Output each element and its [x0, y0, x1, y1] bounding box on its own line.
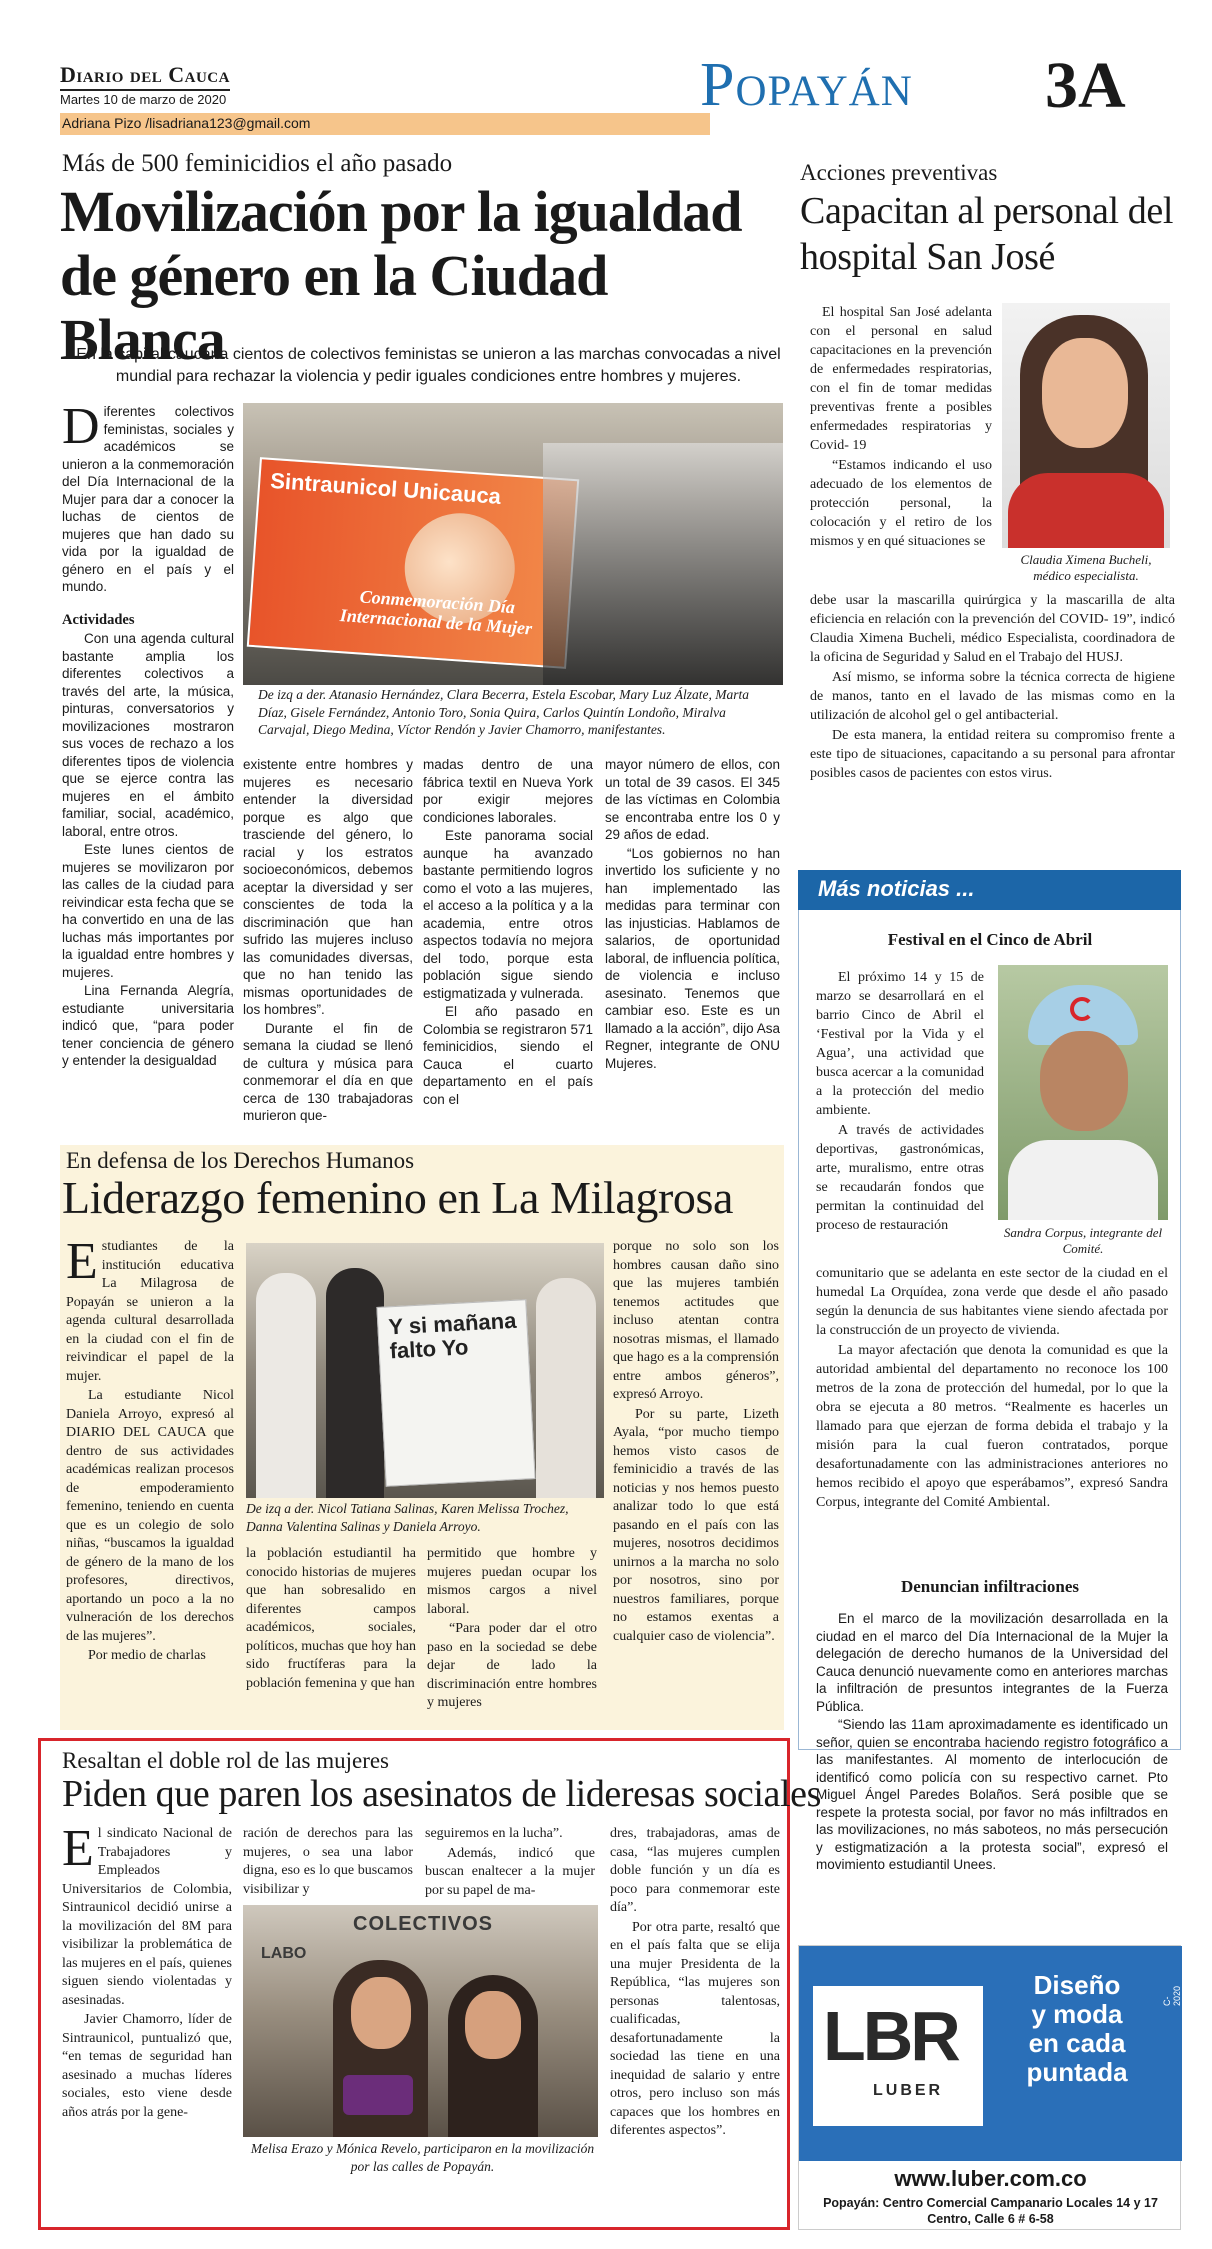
milagrosa-photo: [246, 1243, 604, 1498]
student-2: [326, 1268, 384, 1498]
ad-code: C-2020: [1162, 1985, 1182, 2006]
milagrosa-title: Liderazgo femenino en La Milagrosa: [62, 1172, 734, 1223]
mas-noticias-banner: [798, 870, 1181, 910]
lead-caption: De izq a der. Atanasio Hernández, Clara Becerra, Estela Escobar, Mary Luz Álzate, Marta Díaz, Gisele Fernández, Antonio Toro, Sonia Quira, Carlos Quintín Londoño, Miralva Carvajal, Diego Medina, Víctor Rendón y Javier Chamorro, manifestantes.: [258, 687, 749, 737]
festival-p1: El próximo 14 y 15 de marzo se desarrollará en el barrio Cinco de Abril el ‘Festival por la Vida y el Agua’, una actividad que busca acercar a la comunidad a la protección del medio ambiente.: [816, 970, 984, 1118]
hospital-kicker: Acciones preventivas: [800, 160, 998, 185]
sign-text: Y si mañana falto Yo: [387, 1307, 517, 1364]
lead-col1-p4: Lina Fernanda Alegría, estudiante universitaria indicó que, “para poder tener conciencia de género y entender la desigualdad: [62, 983, 234, 1068]
lead-col2-p1: existente entre hombres y mujeres es necesario entender la diversidad porque es algo que trasciende del género, lo racial y los estratos socioeconómicos, debemos aceptar la diversidad y ser conscientes de toda la discriminación que han sufrido las mujeres incluso las comunidades diversas, que no han tenido las mismas oportunidades de los hombres”.: [243, 757, 413, 1017]
infiltraciones-title: Denuncian infiltraciones: [900, 1577, 1080, 1596]
milagrosa-col3: [427, 1545, 597, 1713]
sandra-shirt: [1008, 1140, 1158, 1220]
ad-brand: LBR: [823, 1997, 958, 2075]
issue-date: Martes 10 de marzo de 2020: [60, 92, 227, 107]
mas-noticias-label: Más noticias ...: [818, 876, 975, 901]
photo-sign: COLECTIVOS: [353, 1913, 494, 1935]
lead-col2: [243, 756, 413, 1125]
hospital-p3: Así mismo, se informa sobre la técnica correcta de higiene de manos, tanto en el lavado de las mismas como en la utilización de alcohol gel o gel antibacterial.: [810, 670, 1175, 723]
protest-sign: [376, 1299, 535, 1487]
lead-deck: En la capital caucana cientos de colectivos feministas se unieron a las marchas convocadas a nivel mundial para rechazar la violencia y pedir iguales condiciones entre hombres y mujeres.: [76, 346, 781, 385]
lead-kicker: Más de 500 feminicidios el año pasado: [62, 150, 453, 177]
student-1: [256, 1273, 316, 1498]
purple-ribbon: [343, 2075, 413, 2115]
banner-subtitle: Conmemoración Día Internacional de la Mujer: [339, 586, 533, 639]
festival-title: Festival en el Cinco de Abril: [887, 930, 1093, 949]
milagrosa-col3-p1: permitido que hombre y mujeres puedan ocupar los mismos cargos a nivel laboral.: [427, 1546, 597, 1617]
lead-col3-p3: El año pasado en Colombia se registraron 571 feminicidios, siendo el Cauca el cuarto departamento en el país con el: [423, 1004, 593, 1107]
milagrosa-col4: [613, 1238, 779, 1646]
section-name: Popayán: [700, 51, 913, 119]
student-3: [536, 1278, 596, 1498]
milagrosa-col4-p1: porque no solo son los hombres causan daño sino que las mujeres también tenemos actitudes que incluso atentan contra nosotras mismas, el llamado que hago es a la comprensión entre ambos géneros”, expresó Arroyo.: [613, 1239, 779, 1402]
hospital-p4: De esta manera, la entidad reitera su compromiso frente a este tipo de situaciones, capacitando a su personal para afrontar posibles casos de pacientes con estos virus.: [810, 728, 1175, 781]
ad-address-1: Popayán: Centro Comercial Campanario Locales 14 y 17: [823, 2196, 1158, 2210]
lideresas-col3: [425, 1825, 595, 1900]
banner-title: Sintraunicol Unicauca: [269, 467, 502, 509]
infiltraciones-body: [816, 1610, 1168, 1874]
masthead-rule: [60, 89, 230, 91]
doctor-face: [1042, 338, 1128, 448]
lideresas-col4: [610, 1825, 780, 2141]
hospital-rest: [810, 591, 1175, 783]
festival-rest: [816, 1264, 1168, 1512]
lead-col1: Diferentes colectivos feministas, sociales y académicos se unieron a la conmemoración del Día Internacional de la Mujer para dar a conocer la luchas de cientos de mujeres que han dado su vida por la igualdad de género en el país y el mundo. Actividades Con una agenda cultural bastante amplia los diferentes colectivos a través del arte, la música, pinturas, conversatorios y movilizaciones mostraron sus voces de rechazo a los diferentes tipos de violencia que se ejerce contra las mujeres en el ámbito familiar, social, académico, laboral, entre otros. Este lunes cientos de mujeres se movilizaron por las calles de la ciudad para reivindicar esta fecha que se ha convertido en una de las luchas más importantes por la igualdad entre hombres y mujeres. Lina Fernanda Alegría, estudiante universitaria indicó que, “para poder tener conciencia de género y entender la desigualdad: [62, 398, 234, 1068]
festival-p1-block: [816, 968, 984, 1235]
ad-slogan-1: Diseño: [1033, 1970, 1121, 2000]
lead-col3: [423, 756, 593, 1108]
festival-p2b: comunitario que se adelanta en este sector de la ciudad en el humedal La Orquídea, zona verde que desde el año pasado según la denuncia de sus habitantes viene siendo afectada por la construcción de un proyecto de vivienda.: [816, 1266, 1168, 1338]
milagrosa-col1-p2: La estudiante Nicol Daniela Arroyo, expresó al DIARIO DEL CAUCA que dentro de sus actividades académicas realizan procesos de empoderamiento femenino, teniendo en cuenta que es un colegio de solo niñas, “buscamos la igualdad de género de la mano de los profesores, directivos, aportando un poco a la no vulneración de los derechos de las mujeres”.: [66, 1388, 234, 1644]
milagrosa-caption: De izq a der. Nicol Tatiana Salinas, Karen Melissa Trochez, Danna Valentina Salinas y Daniela Arroyo.: [246, 1501, 569, 1534]
ad-slogan: [997, 1971, 1157, 2087]
sandra-photo: [998, 965, 1168, 1220]
milagrosa-col2-p1: la población estudiantil ha conocido historias de mujeres que han sobresalido en diferentes campos académicos, sociales, políticos, muchas que hoy han sido fructíferas para la población femenina y que han: [246, 1546, 416, 1691]
milagrosa-col4-p2: Por su parte, Lizeth Ayala, “por mucho tiempo hemos visto casos de feminicidio a través de las noticias y nos hemos puesto analizar todo lo que está pasando en el país con las mujeres, nosotros decidimos unirnos a la marcha no solo por nosotros, sino por nuestros familiares, porque no estamos exentas a cualquier caso de violencia”.: [613, 1406, 779, 1644]
ad-slogan-3: en cada: [1028, 2028, 1126, 2058]
page-number: 3A: [1045, 49, 1126, 122]
lideresas-caption: Melisa Erazo y Mónica Revelo, participaron en la movilización por las calles de Popayán.: [250, 2141, 595, 2174]
lideresas-col2-p1: ración de derechos para las mujeres, o sea una labor digna, eso es lo que buscamos visibilizar y: [243, 1826, 413, 1897]
ad-slogan-4: puntada: [1026, 2057, 1128, 2087]
woman-1-face: [351, 1977, 411, 2049]
hospital-title: Capacitan al personal del hospital San José: [800, 190, 1174, 278]
lead-col4: [605, 756, 780, 1072]
lideresas-kicker: Resaltan el doble rol de las mujeres: [62, 1748, 390, 1773]
byline: Adriana Pizo /lisadriana123@gmail.com: [62, 115, 311, 131]
milagrosa-col2: [246, 1545, 416, 1693]
lideresas-title: Piden que paren los asesinatos de lideresas sociales: [62, 1773, 822, 1815]
ad-address-2: Centro, Calle 6 # 6-58: [927, 2212, 1054, 2226]
doctor-coat: [1008, 473, 1164, 548]
festival-p3: La mayor afectación que denota la comunidad es que la autoridad ambiental del departamento no reconoce los 100 metros de la zona de protección del humedal, por lo que la obra se ejecuta a 80 metros. “Realmente es hacerles un llamado para que ejerzan de forma debida el trabajo y la misión para la cual fueron contratados, porque desafortunadamente con las administraciones anteriores no hemos recibido el apoyo que esperábamos”, expresó Sandra Corpus, integrante del Comité Ambiental.: [816, 1343, 1168, 1510]
hospital-p2a: “Estamos indicando el uso adecuado de los elementos de protección personal, la colocación y el retiro de los mismos y en qué situaciones se: [810, 458, 992, 549]
doctor-photo: [1002, 303, 1170, 548]
lead-col1-p3: Este lunes cientos de mujeres se movilizaron por las calles de la ciudad para reivindicar esta fecha que se ha convertido en una de las luchas más importantes por la igualdad entre hombres y mujeres.: [62, 842, 234, 980]
lead-title: Movilización por la igualdad de género en la Ciudad Blanca: [60, 179, 742, 372]
lead-col1-top: iferentes colectivos feministas, sociales y académicos se unieron a la conmemoración del Día Internacional de la Mujer para dar a conocer la luchas de cientos de mujeres que han dado su vida por la igualdad de género en el país y el mundo.: [62, 404, 234, 594]
lead-col1-p2: Con una agenda cultural bastante amplia los diferentes colectivos a través del arte, la música, pinturas, conversatorios y movilizaciones mostraron sus voces de rechazo a los diferentes tipos de violencia que se ejerce contra las mujeres en el ámbito familiar, social, académico, laboral, entre otros.: [62, 631, 234, 839]
cap-logo: [1070, 997, 1094, 1021]
lideresas-col3-p2: Además, indicó que buscan enaltecer a la mujer por su papel de ma-: [425, 1845, 595, 1898]
crowd: [543, 443, 783, 685]
hospital-p1: El hospital San José adelanta con el personal en salud capacitaciones en la prevención de enfermedades respiratorias, con el fin de tomar medidas preventivas frente a posibles enfermedades respiratorias y Covid- 19: [810, 305, 992, 453]
photo-sign-2: LABO: [261, 1945, 307, 1962]
luber-ad[interactable]: [798, 1945, 1181, 2230]
banner: [247, 457, 579, 669]
byline-bar: [60, 113, 710, 135]
masthead: [60, 49, 1160, 145]
lideresas-col1-p1: l sindicato Nacional de Trabajadores y Empleados Universitarios de Colombia, Sintraunicol decidió unirse a la movilización del 8M para visibilizar la problemática de las mujeres en el país, quienes siguen siendo violentadas y asesinadas.: [62, 1826, 232, 2008]
festival-p2a: A través de actividades deportivas, gastronómicas, arte, muralismo, entre otras se recaudarán fondos que permitan la continuidad del proceso de restauración: [816, 1123, 984, 1233]
festival-caption: Sandra Corpus, integrante del Comité.: [1003, 1225, 1163, 1256]
lideresas-photo: [243, 1905, 598, 2137]
infiltraciones-p1: En el marco de la movilización desarrollada en la ciudad en el marco del Día Internacional de la Mujer la delegación de derecho humanos de la Universidad del Cauca denunció nuevamente como en anteriores marchas la infiltración de presuntos integrantes de la Fuerza Pública.: [816, 1611, 1168, 1714]
lead-col3-p2: Este panorama social aunque ha avanzado bastante permitiendo logros como el voto a las mujeres, el acceso a la política y a la academia, entre otros aspectos todavía no mejora del todo, porque esta población sigue siendo estigmatizada y vulnerada.: [423, 828, 593, 1001]
lideresas-col4-p1: dres, trabajadoras, amas de casa, “las mujeres cumplen doble función y un día es poco para conmemorar este día”.: [610, 1826, 780, 1915]
sandra-face: [1040, 1031, 1128, 1131]
milagrosa-col1: Estudiantes de la institución educativa La Milagrosa de Popayán se unieron a la agenda cultural desarrollada en la ciudad con el fin de reivindicar el papel de la mujer. La estudiante Nicol Daniela Arroyo, expresó al DIARIO DEL CAUCA que dentro de sus actividades académicas realizan procesos de empoderamiento femenino, teniendo en cuenta que es un colegio de solo niñas, “buscamos la igualdad de género de la mano de los profesores, directivos, aportando un poco a la no vulneración de los derechos de las mujeres”. Por medio de charlas: [66, 1238, 234, 1666]
lead-col2-p2: Durante el fin de semana la ciudad se llenó de cultura y música para conmemorar el día en que cerca de 130 trabajadoras murieron que-: [243, 1020, 413, 1123]
ad-logo-box: [813, 1986, 983, 2126]
hospital-p2b: debe usar la mascarilla quirúrgica y la mascarilla de alta eficiencia en relación con la prevención del COVID- 19”, indicó Claudia Ximena Bucheli, médico Especialista, coordinadora de la oficina de Seguridad y Salud en el Trabajo del HUSJ.: [810, 593, 1175, 665]
lideresas-col1-p2: Javier Chamorro, líder de Sintraunicol, puntualizó que, “en temas de seguridad han asesinado a muchas líderes sociales, esto viene desde años atrás por la gene-: [62, 2012, 232, 2120]
milagrosa-col1-p3: Por medio de charlas: [88, 1648, 206, 1663]
milagrosa-col1-p1: studiantes de la institución educativa La Milagrosa de Popayán se unieron a la agenda cultural desarrollada en la ciudad con el fin de reivindicar el papel de la mujer.: [66, 1239, 234, 1384]
lideresas-col3-p1: seguiremos en la lucha”.: [425, 1826, 563, 1841]
lead-photo: [243, 403, 783, 685]
lead-col4-p1: mayor número de ellos, con un total de 39 casos. El 345 de las víctimas en Colombia se encontraba entre los 0 y 29 años de edad.: [605, 757, 780, 842]
lideresas-col2: [243, 1825, 413, 1899]
ad-brand-sub: LUBER: [873, 2082, 944, 2099]
lead-col3-p1: madas dentro de una fábrica textil en Nueva York por exigir mejores condiciones laborales.: [423, 757, 593, 825]
paper-name: Diario del Cauca: [60, 62, 230, 87]
woman-2-face: [465, 1991, 521, 2059]
lead-subhead: Actividades: [62, 611, 135, 628]
milagrosa-kicker: En defensa de los Derechos Humanos: [66, 1148, 415, 1173]
infiltraciones-p2: “Siendo las 11am aproximadamente es identificado un señor, quien se encontraba haciendo registro fotográfico a las manifestantes. Al momento de interlocución de identificó como policía con su respectivo carnet. Pto Miguel Ángel Paredes Bolaños. Será posible que se respete la protesta social, por favor no más infiltrados en las movilizaciones, no más saboteos, no más persecución y estigmatización a la protesta social”, expresó el movimiento estudiantil Unees.: [816, 1717, 1168, 1872]
lideresas-col1: El sindicato Nacional de Trabajadores y Empleados Universitarios de Colombia, Sintraunicol decidió unirse a la movilización del 8M para visibilizar la problemática de las mujeres en el país, quienes siguen siendo violentadas y asesinadas. Javier Chamorro, líder de Sintraunicol, puntualizó que, “en temas de seguridad han asesinado a muchas líderes sociales, esto viene desde años atrás por la gene-: [62, 1825, 232, 2122]
ad-url[interactable]: www.luber.com.co: [894, 2166, 1087, 2191]
hospital-caption: Claudia Ximena Bucheli, médico especialista.: [1020, 552, 1152, 583]
lead-col4-p2: “Los gobiernos no han invertido los suficiente y no han implementado las medidas para terminar con las injusticias. Hablamos de salarios, de oportunidad laboral, de influencia política, de violencia e incluso asesinato. Tenemos que cambiar eso. Este es un llamado a la acción”, dijo Asa Regner, integrante de ONU Mujeres.: [605, 845, 780, 1071]
milagrosa-col3-p2: “Para poder dar el otro paso en la sociedad se debe dejar de lado la discriminación entre hombres y mujeres: [427, 1621, 597, 1710]
ad-slogan-2: y moda: [1031, 1999, 1123, 2029]
lideresas-col4-p2: Por otra parte, resaltó que en el país falta que se elija una mujer Presidenta de la República, “las mujeres son personas talentosas, cualificadas, desafortunadamente la sociedad las tiene en una inequidad de salario y entre otros, pero incluso son más capaces que los hombres en diferentes aspectos”.: [610, 1919, 780, 2138]
hospital-p1-block: [810, 303, 992, 551]
